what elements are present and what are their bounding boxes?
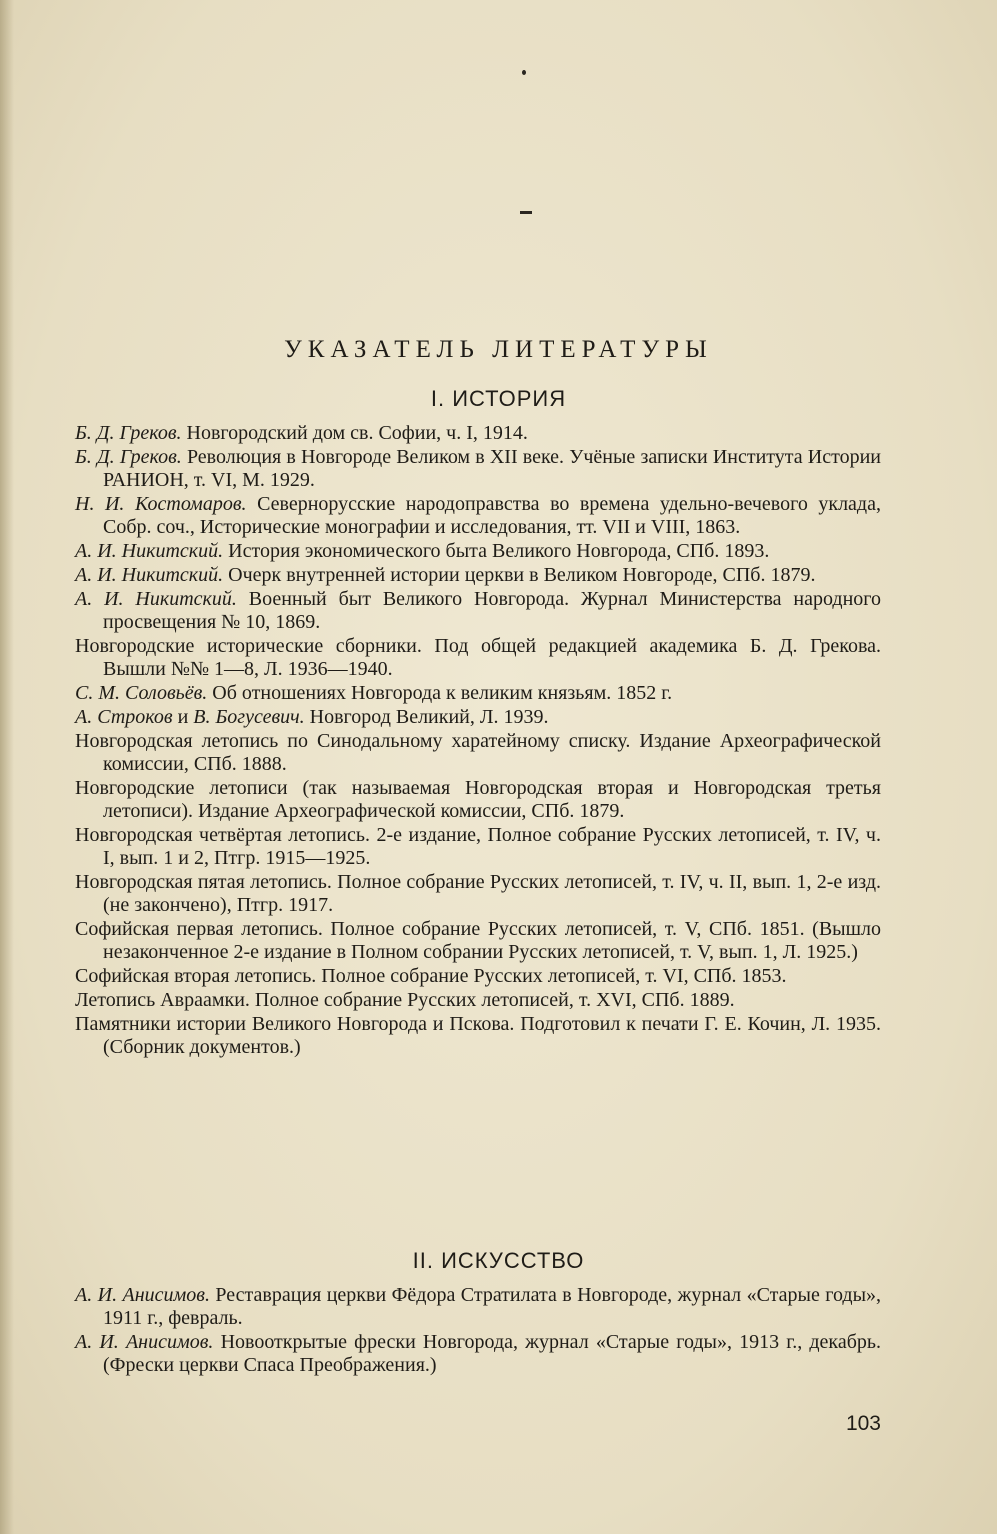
reference-entry bbox=[75, 635, 881, 681]
reference-coauthor: В. Богусевич. bbox=[193, 706, 305, 728]
reference-author: Б. Д. Греков. bbox=[75, 422, 182, 444]
reference-author: А. И. Никитский. bbox=[75, 588, 237, 610]
section-heading-art: II. ИСКУССТВО bbox=[412, 1248, 585, 1273]
reference-text: Новгородская четвёртая летопись. 2-е издание, Полное собрание Русских летописей, т. IV, ч. I, вып. 1 и 2, Птгр. 1915—1925. bbox=[75, 824, 881, 869]
ink-speck bbox=[522, 70, 526, 75]
page-number: 103 bbox=[845, 1412, 881, 1435]
reference-text: Новгородские исторические сборники. Под общей редакцией академика Б. Д. Грекова. Вышли №№ 1—8, Л. 1936—1940. bbox=[75, 635, 881, 680]
reference-text: История экономического быта Великого Новгорода, СПб. 1893. bbox=[223, 540, 770, 562]
reference-author: А. И. Никитский. bbox=[75, 540, 224, 562]
reference-entry bbox=[75, 422, 881, 445]
reference-text: Об отношениях Новгорода к великим князьям. 1852 г. bbox=[207, 682, 673, 704]
reference-author: Н. И. Костомаров. bbox=[75, 493, 247, 515]
ink-mark bbox=[520, 211, 532, 214]
reference-author: Б. Д. Греков. bbox=[75, 446, 182, 468]
reference-text: Военный быт Великого Новгорода. Журнал Министерства народного просвещения № 10, 1869. bbox=[103, 588, 881, 633]
reference-entry bbox=[75, 824, 881, 870]
reference-entry bbox=[75, 777, 881, 823]
section-heading-history: I. ИСТОРИЯ bbox=[430, 386, 567, 411]
reference-text: Очерк внутренней истории церкви в Великом Новгороде, СПб. 1879. bbox=[223, 564, 816, 586]
page-title: УКАЗАТЕЛЬ ЛИТЕРАТУРЫ bbox=[284, 336, 713, 363]
reference-text: Новооткрытые фрески Новгорода, журнал «Старые годы», 1913 г., декабрь. (Фрески церкви Спаса Преображения.) bbox=[103, 1331, 881, 1376]
reference-entry bbox=[75, 965, 881, 988]
reference-entry bbox=[75, 706, 881, 729]
reference-entry bbox=[75, 1284, 881, 1330]
history-reference-list bbox=[75, 422, 881, 1060]
reference-text: Новгородская летопись по Синодальному харатейному списку. Издание Археографической комиссии, СПб. 1888. bbox=[75, 730, 881, 775]
reference-entry bbox=[75, 1331, 881, 1377]
reference-entry bbox=[75, 918, 881, 964]
reference-author: А. И. Анисимов. bbox=[75, 1284, 210, 1306]
reference-text: Памятники истории Великого Новгорода и Пскова. Подготовил к печати Г. Е. Кочин, Л. 1935. (Сборник документов.) bbox=[75, 1013, 881, 1058]
reference-entry bbox=[75, 564, 881, 587]
reference-text: Севернорусские народоправства во времена удельно-вечевого уклада, Собр. соч., Исторические монографии и исследования, тт. VII и VIII, 1863. bbox=[103, 493, 881, 538]
reference-text: Летопись Авраамки. Полное собрание Русских летописей, т. XVI, СПб. 1889. bbox=[75, 989, 735, 1011]
page-edge-shadow bbox=[0, 0, 14, 1534]
reference-entry bbox=[75, 1013, 881, 1059]
reference-text: Новгород Великий, Л. 1939. bbox=[304, 706, 549, 728]
reference-text: Софийская первая летопись. Полное собрание Русских летописей, т. V, СПб. 1851. (Вышло незаконченное 2-е издание в Полном собрании Русских летописей, т. V, вып. 1, Л. 1925.) bbox=[75, 918, 881, 963]
reference-entry bbox=[75, 871, 881, 917]
reference-text: и bbox=[172, 706, 194, 728]
reference-text: Революция в Новгороде Великом в XII веке. Учёные записки Института Истории РАНИОН, т. VI, М. 1929. bbox=[103, 446, 881, 491]
reference-text: Софийская вторая летопись. Полное собрание Русских летописей, т. VI, СПб. 1853. bbox=[75, 965, 787, 987]
reference-text: Новгородский дом св. Софии, ч. I, 1914. bbox=[181, 422, 528, 444]
reference-entry bbox=[75, 446, 881, 492]
reference-entry bbox=[75, 493, 881, 539]
reference-text: Новгородские летописи (так называемая Новгородская вторая и Новгородская третья летописи). Издание Археографической комиссии, СПб. 1879. bbox=[75, 777, 881, 822]
art-reference-list bbox=[75, 1284, 881, 1378]
reference-text: Реставрация церкви Фёдора Стратилата в Новгороде, журнал «Старые годы», 1911 г., февраль. bbox=[103, 1284, 882, 1329]
reference-entry bbox=[75, 989, 881, 1012]
reference-entry bbox=[75, 540, 881, 563]
reference-entry bbox=[75, 682, 881, 705]
reference-author: А. И. Анисимов. bbox=[75, 1331, 214, 1353]
reference-author: А. Строков bbox=[75, 706, 173, 728]
reference-entry bbox=[75, 588, 881, 634]
reference-author: С. М. Соловьёв. bbox=[75, 682, 208, 704]
reference-author: А. И. Никитский. bbox=[75, 564, 224, 586]
reference-entry bbox=[75, 730, 881, 776]
reference-text: Новгородская пятая летопись. Полное собрание Русских летописей, т. IV, ч. II, вып. 1, 2-е изд. (не закончено), Птгр. 1917. bbox=[75, 871, 881, 916]
